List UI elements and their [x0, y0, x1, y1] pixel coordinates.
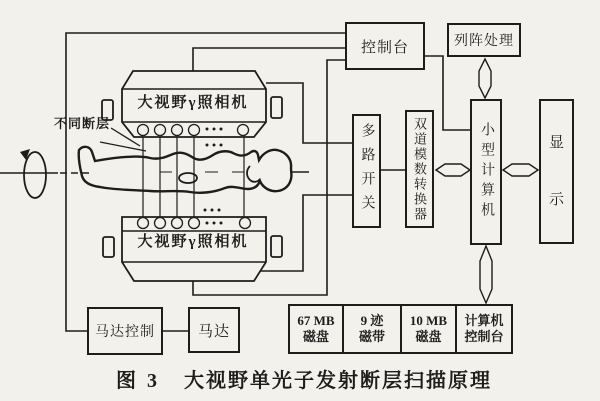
upper-camera-label: 大视野γ照相机	[137, 95, 249, 111]
disk-67mb-type: 磁盘	[302, 329, 329, 344]
array-processor-box	[447, 23, 521, 57]
adc-label: 双道模数转换器	[412, 116, 427, 222]
tomo-layers-label: 不同断层	[54, 116, 111, 131]
arrow-adc-minicomputer	[436, 164, 470, 176]
scan-lines	[143, 137, 244, 217]
upper-camera-right-bracket	[271, 97, 282, 118]
motor-box	[188, 307, 240, 353]
display-label-line2: 示	[548, 191, 564, 208]
disk-10mb-type: 磁盘	[415, 329, 442, 344]
tape-9track-type: 磁带	[358, 329, 385, 344]
figure-caption	[0, 362, 600, 394]
display-label-line1: 显	[548, 134, 564, 151]
tape-9track-size: 9 迹	[360, 313, 384, 329]
upper-pmt-circles	[138, 125, 249, 136]
arrow-minicomputer-computerconsole	[480, 246, 492, 303]
arrow-minicomputer-display	[503, 164, 538, 176]
lower-camera-left-bracket	[103, 237, 114, 257]
motor-label: 马达	[197, 323, 230, 340]
disk-10mb-size: 10 MB	[409, 313, 448, 329]
computer-console-line1: 计算机	[464, 313, 504, 329]
upper-camera-to-mux-line	[266, 83, 352, 143]
motor-control-label: 马达控制	[95, 325, 155, 340]
computer-console-box	[455, 304, 513, 354]
figure-number: 图 3	[116, 369, 160, 392]
lower-camera-right-bracket	[271, 236, 282, 257]
disk-67mb-box	[288, 304, 344, 354]
console-label: 控制台	[360, 39, 409, 56]
lower-camera-label: 大视野γ照相机	[137, 234, 249, 250]
disk-10mb-box	[400, 304, 457, 354]
arrow-arrayprocessor-minicomputer	[479, 59, 491, 98]
motor-control-box	[87, 307, 163, 355]
face-mark	[247, 166, 260, 182]
array-processor-label: 列阵处理	[454, 34, 514, 49]
tape-9track-box	[342, 304, 402, 354]
console-left-frame-line	[66, 33, 345, 331]
lower-pmt-circles	[138, 218, 251, 229]
computer-console-line2: 控制台	[464, 329, 504, 344]
upper-camera-to-console-line	[193, 48, 345, 71]
display-box	[539, 99, 574, 244]
figure-title: 大视野单光子发射断层扫描原理	[184, 369, 492, 392]
console-box	[345, 22, 425, 70]
multiplexer-box	[352, 114, 381, 228]
patient-body	[79, 147, 292, 193]
ellipsis-dots	[204, 128, 223, 225]
adc-box	[405, 110, 434, 228]
storage-row	[288, 304, 513, 354]
disk-67mb-size: 67 MB	[297, 313, 335, 329]
lower-camera-to-mux-line	[260, 195, 352, 271]
minicomputer-label: 小型计算机	[479, 122, 494, 222]
minicomputer-box	[470, 99, 502, 245]
multiplexer-label: 多路开关	[359, 123, 375, 219]
